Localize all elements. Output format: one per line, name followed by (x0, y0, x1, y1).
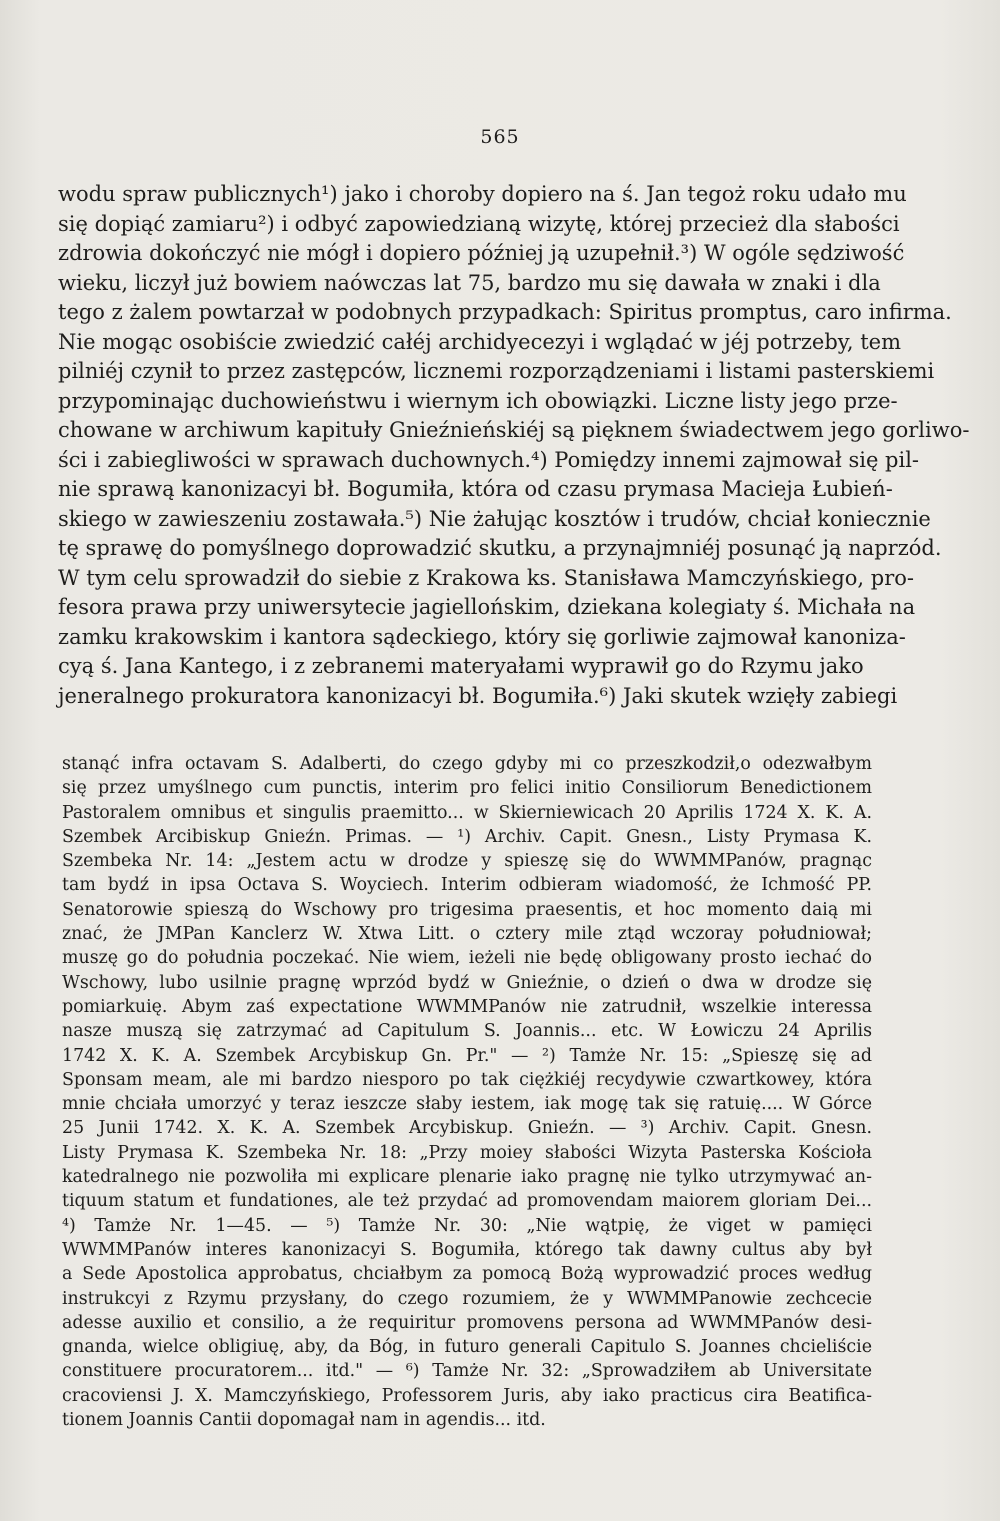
footnote-line: 1742 X. K. A. Szembek Arcybiskup Gn. Pr." — ²) Tamże Nr. 15: „Spieszę się ad (62, 1045, 872, 1066)
footnote-line: muszę go do południa poczekać. Nie wiem, ieżeli nie będę obligowany prosto iechać do (62, 948, 872, 969)
footnote-line: Listy Prymasa K. Szembeka Nr. 18: „Przy moiey słabości Wizyta Pasterska Kościoła (62, 1142, 872, 1163)
body-text-line: chowane w archiwum kapituły Gnieźnieńskiéj są pięknem świadectwem jego gorliwo- (58, 418, 970, 442)
body-text-line: jeneralnego prokuratora kanonizacyi bł. Bogumiła.⁶) Jaki skutek wzięły zabiegi (58, 683, 898, 708)
body-text-line: Nie mogąc osobiście zwiedzić całéj archidyecezyi i wglądać w jéj potrzeby, tem (58, 329, 902, 354)
footnote-line: tam bydź in ipsa Octava S. Woyciech. Interim odbieram wiadomość, że Ichmość PP. (62, 875, 872, 896)
footnote-line: ⁴) Tamże Nr. 1—45. — ⁵) Tamże Nr. 30: „Nie wątpię, że viget w pamięci (62, 1215, 872, 1236)
body-text-line: ści i zabiegliwości w sprawach duchownych.⁴) Pomiędzy innemi zajmował się pil- (58, 447, 920, 472)
footnote-line: instrukcyi z Rzymu przysłany, do czego rozumiem, że y WWMMPanowie zechcecie (62, 1288, 872, 1309)
body-text-line: się dopiąć zamiaru²) i odbyć zapowiedzianą wizytę, której przecież dla słabości (58, 211, 900, 236)
body-text-line: tę sprawę do pomyślnego doprowadzić skutku, a przynajmniéj posunąć ją naprzód. (58, 536, 942, 560)
footnote-line: stanąć infra octavam S. Adalberti, do czego gdyby mi co przeszkodził,o odezwałbym (62, 754, 872, 774)
body-text-line: cyą ś. Jana Kantego, i z zebranemi materyałami wyprawił go do Rzymu jako (58, 654, 864, 678)
page-number: 565 (480, 126, 520, 148)
footnote-line: a Sede Apostolica approbatus, chciałbym za pomocą Bożą wyprowadzić proces według (62, 1264, 872, 1285)
body-text-line: zamku krakowskim i kantora sądeckiego, który się gorliwie zajmował kanoniza- (58, 624, 906, 649)
footnote-line: nasze muszą się zatrzymać ad Capitulum S. Joannis... etc. W Łowiczu 24 Aprilis (62, 1021, 872, 1042)
body-text-line: fesora prawa przy uniwersytecie jagiellońskim, dziekana kolegiaty ś. Michała na (58, 595, 916, 619)
body-text-line: tego z żalem powtarzał w podobnych przypadkach: Spiritus promptus, caro infirma. (58, 300, 952, 324)
footnote-line: tionem Joannis Cantii dopomagał nam in agendis... itd. (62, 1410, 546, 1431)
footnotes (62, 752, 872, 1432)
footnote-line: WWMMPanów interes kanonizacyi S. Bogumiła, którego tak dawny cultus aby był (62, 1239, 872, 1260)
body-text-line: zdrowia dokończyć nie mógł i dopiero później ją uzupełnił.³) W ogóle sędziwość (58, 241, 905, 265)
body-text-line: wodu spraw publicznych¹) jako i choroby dopiero na ś. Jan tegoż roku udało mu (58, 182, 907, 206)
footnote-line: constituere procuratorem... itd." — ⁶) Tamże Nr. 32: „Sprowadziłem ab Universitate (62, 1361, 872, 1382)
footnote-line: 25 Junii 1742. X. K. A. Szembek Arcybiskup. Gnieźn. — ³) Archiv. Capit. Gnesn. (62, 1118, 872, 1139)
body-text-line: nie sprawą kanonizacyi bł. Bogumiła, która od czasu prymasa Macieja Łubień- (58, 477, 893, 501)
main-text (58, 180, 970, 711)
body-text-line: pilniéj czynił to przez zastępców, licznemi rozporządzeniami i listami pasterskiemi (58, 359, 935, 383)
footnote-line: mnie chciała umorzyć y teraz ieszcze słaby iestem, iak mogę tak się ratuię.... W Górce (62, 1094, 872, 1115)
footnote-line: adesse auxilio et consilio, a że requiritur promovens persona ad WWMMPanów desi- (62, 1312, 872, 1333)
footnote-line: pomiarkuię. Abym zaś expectatione WWMMPanów nie zatrudnił, wszelkie interessa (62, 996, 872, 1017)
body-text-line: przypominając duchowieństwu i wiernym ich obowiązki. Liczne listy jego prze- (58, 388, 898, 413)
footnote-line: cracoviensi J. X. Mamczyńskiego, Professorem Juris, aby iako practicus cira Beatifica- (62, 1385, 872, 1406)
footnote-line: Pastoralem omnibus et singulis praemitto... w Skierniewicach 20 Aprilis 1724 X. K. A. (62, 802, 872, 823)
footnote-line: katedralnego nie pozwoliła mi explicare plenarie iako pragnę nie tylko utrzymywać an- (62, 1167, 872, 1188)
footnote-line: Szembeka Nr. 14: „Jestem actu w drodze y spieszę się do WWMMPanów, pragnąc (62, 851, 872, 872)
footnote-line: tiquum statum et fundationes, ale też przydać ad promovendam maiorem gloriam Dei... (62, 1191, 872, 1212)
footnote-line: znać, że JMPan Kanclerz W. Xtwa Litt. o cztery mile ztąd wczoray południował; (62, 924, 872, 945)
footnote-line: Senatorowie spieszą do Wschowy pro trigesima praesentis, et hoc momento daią mi (62, 899, 872, 920)
footnote-line: Sponsam meam, ale mi bardzo niesporo po tak ciężkiéj recydywie czwartkowey, która (62, 1069, 872, 1090)
footnote-line: gnanda, wielce obligiuę, aby, da Bóg, in futuro generali Capitulo S. Joannes chcieliście (62, 1337, 872, 1358)
body-text-line: wieku, liczył już bowiem naówczas lat 75, bardzo mu się dawała w znaki i dla (58, 270, 881, 295)
footnote-line: Wschowy, lubo usilnie pragnę wprzód bydź w Gnieźnie, o dzień o dwa w drodze się (62, 972, 872, 993)
body-text-line: skiego w zawieszeniu zostawała.⁵) Nie żałując kosztów i trudów, chciał koniecznie (58, 506, 931, 531)
footnote-line: Szembek Arcibiskup Gnieźn. Primas. — ¹) Archiv. Capit. Gnesn., Listy Prymasa K. (62, 826, 872, 847)
body-text-line: W tym celu sprowadził do siebie z Krakowa ks. Stanisława Mamczyńskiego, pro- (58, 565, 914, 590)
footnote-line: się przez umyślnego cum punctis, interim pro felici initio Consiliorum Benedictionem (62, 778, 872, 799)
